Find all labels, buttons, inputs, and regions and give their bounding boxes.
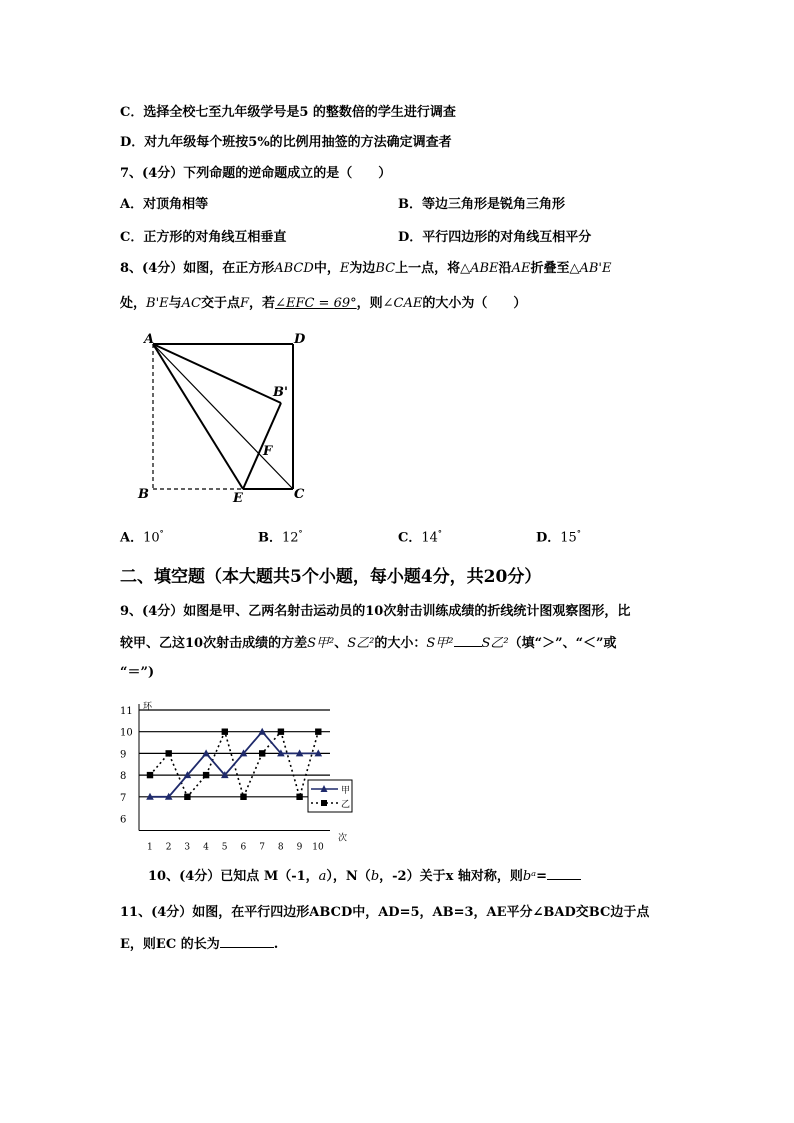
label-b-prime: B' (273, 385, 288, 400)
q7-option-d: D．平行四边形的对角线互相平分 (398, 230, 592, 245)
q7-option-b: B．等边三角形是锐角三角形 (398, 197, 565, 212)
series-yi-point (203, 772, 209, 778)
q9-stem-line2: 较甲、乙这10次射击成绩的方差S甲²、S乙²的大小：S甲² S乙²（填“＞”、“＜”或 (120, 636, 617, 651)
series-yi-point (278, 729, 284, 735)
y-tick-label: 6 (120, 814, 127, 826)
series-yi-point (296, 794, 302, 800)
series-yi-point (315, 729, 321, 735)
q9-stem-line1: 9、(4分）如图是甲、乙两名射击运动员的10次射击训练成绩的折线统计图观察图形，比 (120, 604, 631, 619)
x-tick-label: 8 (277, 842, 284, 853)
x-tick-label: 1 (147, 842, 153, 853)
q7-stem: 7、(4分）下列命题的逆命题成立的是（ ） (120, 166, 392, 181)
y-tick-label: 11 (120, 706, 133, 717)
q11-stem-line2: E，则EC 的长为 . (120, 937, 279, 952)
x-tick-label: 4 (203, 842, 209, 853)
q6-option-d: D．对九年级每个班按5%的比例用抽签的方法确定调查者 (120, 135, 452, 150)
x-tick-label: 10 (312, 842, 324, 853)
series-yi-point (166, 750, 172, 756)
q8-option-b: B．12° (258, 528, 303, 546)
legend-yi-marker (321, 800, 327, 806)
label-e: E (233, 491, 243, 506)
q8-stem-line2: 处，B'E与AC交于点F，若∠EFC = 69°，则∠CAE的大小为（ ） (120, 296, 527, 311)
section-title-fill-in: 二、填空题（本大题共5个小题，每小题4分，共20分） (120, 567, 542, 587)
label-d: D (294, 332, 306, 347)
q8-option-a: A．10° (120, 528, 164, 546)
q7-option-a: A．对顶角相等 (120, 197, 209, 212)
q10-stem: 10、(4分）已知点 M（-1，a），N（b，-2）关于x 轴对称，则bᵃ= (148, 868, 581, 886)
x-tick-label: 3 (184, 842, 191, 853)
x-tick-label: 2 (165, 842, 172, 853)
y-tick-label: 8 (120, 771, 127, 783)
q11-answer-blank[interactable] (220, 947, 274, 948)
q11-stem-line1: 11、(4分）如图，在平行四边形ABCD中，AD=5，AB=3，AE平分∠BAD交BC边于点 (120, 905, 650, 920)
q7-option-c: C．正方形的对角线互相垂直 (120, 230, 287, 245)
series-yi-point (240, 794, 246, 800)
q8-stem-line1: 8、(4分）如图，在正方形ABCD中，E为边BC上一点，将△ABE沿AE折叠至△AB'E (120, 261, 612, 276)
series-yi-point (147, 772, 153, 778)
x-tick-label: 5 (221, 842, 228, 853)
q6-option-c: C．选择全校七至九年级学号是5 的整数倍的学生进行调查 (120, 105, 456, 120)
x-tick-label: 7 (259, 842, 265, 853)
y-tick-label: 10 (120, 727, 133, 739)
legend-jia-label: 甲 (341, 786, 351, 796)
q9-stem-line3: “＝”) (120, 665, 155, 680)
x-tick-label: 9 (296, 842, 303, 853)
label-f: F (263, 444, 273, 459)
legend-yi-label: 乙 (341, 800, 351, 810)
y-tick-label: 7 (120, 792, 127, 804)
label-a: A (144, 332, 155, 347)
q8-option-c: C．14° (398, 528, 442, 546)
series-yi-point (259, 750, 265, 756)
x-tick-label: 6 (240, 842, 247, 853)
series-yi-point (222, 729, 228, 735)
x-axis-label: 次 (338, 833, 348, 844)
label-b: B (138, 487, 149, 502)
q10-answer-blank[interactable] (547, 879, 581, 880)
q8-option-d: D．15° (536, 528, 581, 546)
y-tick-label: 9 (120, 749, 127, 761)
label-c: C (294, 487, 305, 502)
series-yi-point (184, 794, 190, 800)
y-axis-label: 环 (143, 702, 153, 712)
series-jia-line (150, 732, 318, 797)
